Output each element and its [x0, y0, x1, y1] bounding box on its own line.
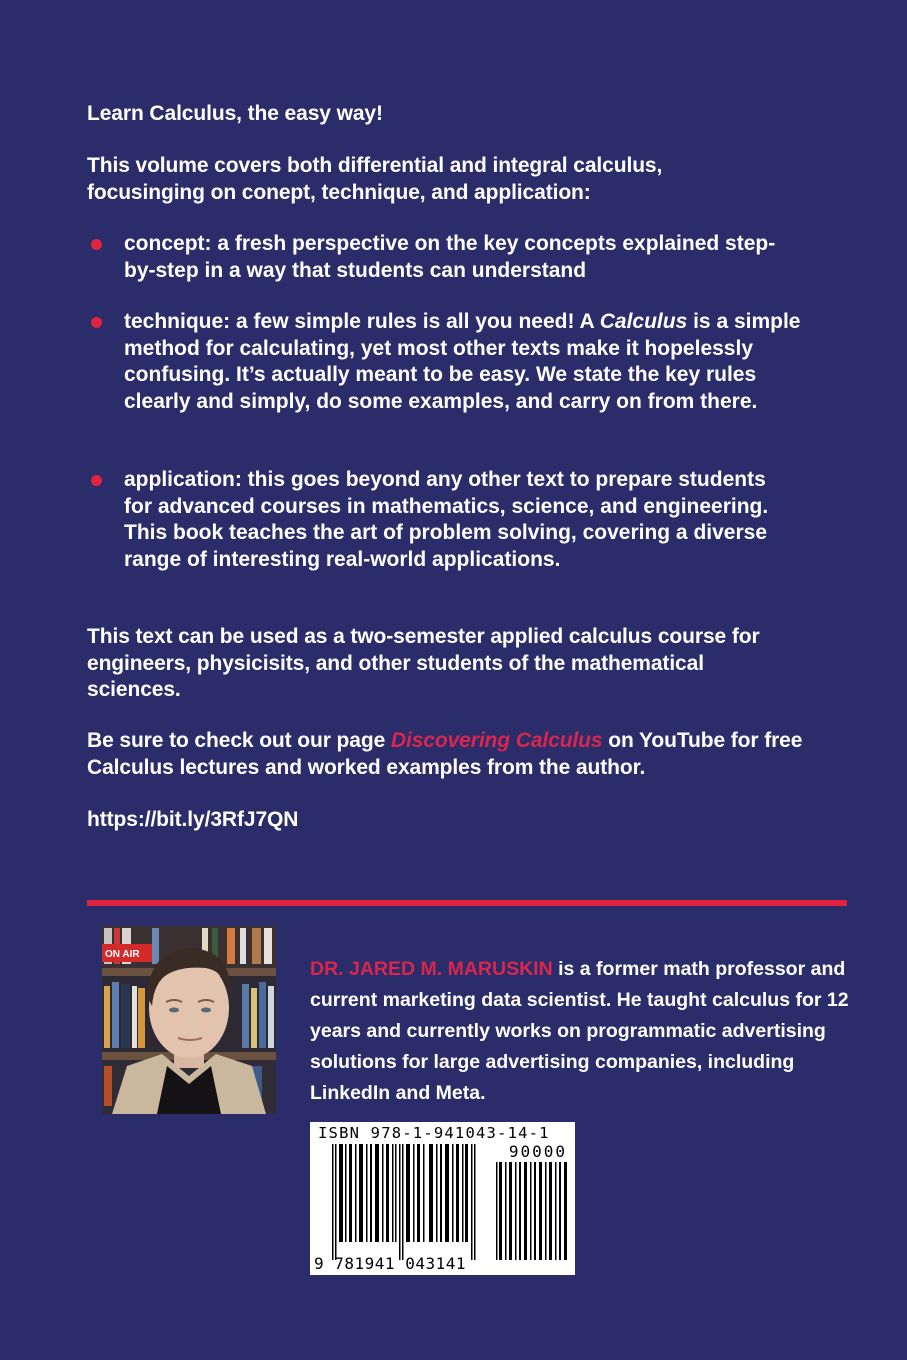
bullet-dot-icon [91, 239, 102, 250]
author-bio-text: is a former math professor and current marketing data scientist. He taught calculus for 12 years and currently works on programmatic advertising solutions for large advertising companies, including LinkedIn and Meta. [310, 957, 849, 1104]
bullet-dot-icon [91, 475, 102, 486]
bullet-text [124, 309, 824, 415]
author-photo [102, 926, 276, 1114]
on-air-sign: ON AIR [105, 949, 140, 960]
calculus-italic: Calculus [599, 310, 688, 333]
isbn-barcode [310, 1122, 575, 1275]
divider-rule [87, 900, 847, 906]
addon-code: 90000 [508, 1142, 567, 1161]
ean-digits: 9 781941 043141 [314, 1254, 466, 1273]
author-name: DR. JARED M. MARUSKIN [310, 957, 553, 980]
author-bio [310, 954, 855, 1109]
youtube-paragraph [87, 728, 827, 781]
youtube-channel-link[interactable]: Discovering Calculus [390, 729, 603, 752]
short-link[interactable]: https://bit.ly/3RfJ7QN [87, 808, 299, 831]
intro-paragraph: This volume covers both differential and integral calculus, focusinging on conept, technique, and application: [87, 154, 663, 204]
bullet-text: concept: a fresh perspective on the key concepts explained step-by-step in a way that students can understand [124, 232, 776, 282]
youtube-text: Be sure to check out our page [87, 729, 391, 752]
isbn-label: ISBN 978-1-941043-14-1 [318, 1124, 550, 1142]
youtube-text: on YouTube for free Calculus lectures and worked examples from the author. [87, 729, 803, 779]
usage-paragraph: This text can be used as a two-semester applied calculus course for engineers, physicisits, and other students of the mathematical sciences. [87, 625, 760, 701]
bullet-text: application: this goes beyond any other text to prepare students for advanced courses in mathematics, science, and engineering. This book teaches the art of problem solving, covering a diverse range of interesting real-world applications. [124, 468, 769, 571]
barcode-bars-icon [332, 1144, 482, 1260]
bullet-dot-icon [91, 317, 102, 328]
addon-bars-icon [496, 1162, 568, 1260]
tagline: Learn Calculus, the easy way! [87, 102, 383, 125]
bullet-text-part: technique: a few simple rules is all you need! A [124, 310, 600, 333]
bullet-text-part: is a simple method for calculating, yet most other texts make it hopelessly confusing. It’s actually meant to be easy. We state the key rules clearly and simply, do some examples, and carry on from there. [124, 310, 801, 413]
